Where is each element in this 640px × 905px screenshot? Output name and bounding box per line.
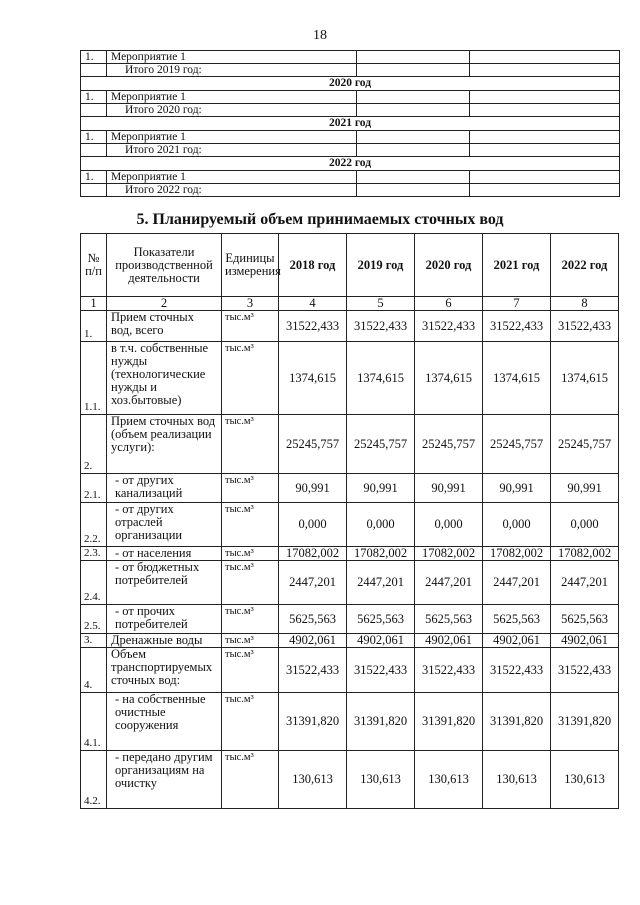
row-value: 31522,433 [415,311,483,342]
row-number: 3. [81,634,107,648]
row-value: 31522,433 [415,648,483,693]
year-label: 2020 год [81,77,620,91]
row-value: 1374,615 [279,342,347,415]
year-row [81,157,620,171]
table-row [81,693,619,751]
row-value: 31522,433 [279,311,347,342]
header-row [81,234,619,297]
row-indicator: - от бюджетных потребителей [107,561,222,605]
event-label: Мероприятие 1 [107,171,357,184]
header-year: 2021 год [483,234,551,297]
row-number: 2.3. [81,547,107,561]
empty-cell [81,64,107,77]
table-row [81,474,619,503]
row-value: 5625,563 [279,605,347,634]
row-value: 0,000 [347,503,415,547]
event-row [81,91,620,104]
event-num: 1. [81,51,107,64]
empty-cell [470,51,620,64]
event-label: Мероприятие 1 [107,91,357,104]
event-row [81,51,620,64]
row-number: 2.2. [81,503,107,547]
row-indicator: - от других канализаций [107,474,222,503]
row-unit: тыс.м³ [222,415,279,474]
empty-cell [470,171,620,184]
column-number: 4 [279,297,347,311]
event-num: 1. [81,171,107,184]
row-value: 4902,061 [551,634,619,648]
empty-cell [470,144,620,157]
row-unit: тыс.м³ [222,547,279,561]
row-value: 25245,757 [347,415,415,474]
header-num: № п/п [81,234,107,297]
row-unit: тыс.м³ [222,311,279,342]
row-value: 2447,201 [551,561,619,605]
empty-cell [470,131,620,144]
total-row [81,104,620,117]
row-value: 130,613 [347,751,415,809]
empty-cell [470,104,620,117]
row-value: 130,613 [279,751,347,809]
total-row [81,64,620,77]
column-number: 6 [415,297,483,311]
row-value: 1374,615 [415,342,483,415]
column-number: 7 [483,297,551,311]
row-value: 4902,061 [415,634,483,648]
header-year: 2020 год [415,234,483,297]
row-unit: тыс.м³ [222,751,279,809]
header-year: 2022 год [551,234,619,297]
row-value: 90,991 [483,474,551,503]
table-row [81,503,619,547]
total-row [81,184,620,197]
empty-cell [81,184,107,197]
row-value: 31522,433 [483,311,551,342]
header-indicator: Показатели производственной деятельности [107,234,222,297]
row-indicator: в т.ч. собственные нужды (технологические нужды и хоз.бытовые) [107,342,222,415]
year-label: 2022 год [81,157,620,171]
row-value: 90,991 [415,474,483,503]
empty-cell [357,171,470,184]
row-value: 31522,433 [347,648,415,693]
row-value: 31391,820 [415,693,483,751]
row-number: 4.1. [81,693,107,751]
table-row [81,561,619,605]
row-unit: тыс.м³ [222,561,279,605]
empty-cell [357,131,470,144]
event-num: 1. [81,91,107,104]
row-number: 1.1. [81,342,107,415]
row-value: 130,613 [551,751,619,809]
row-value: 90,991 [551,474,619,503]
row-value: 31391,820 [347,693,415,751]
year-row [81,117,620,131]
row-value: 17082,002 [483,547,551,561]
row-value: 2447,201 [347,561,415,605]
row-value: 4902,061 [483,634,551,648]
row-value: 25245,757 [415,415,483,474]
row-value: 90,991 [279,474,347,503]
row-unit: тыс.м³ [222,634,279,648]
row-value: 90,991 [347,474,415,503]
row-value: 5625,563 [415,605,483,634]
row-indicator: - передано другим организациям на очистку [107,751,222,809]
empty-cell [357,104,470,117]
empty-cell [357,91,470,104]
table-row [81,648,619,693]
table-row [81,751,619,809]
column-number: 3 [222,297,279,311]
empty-cell [357,144,470,157]
year-row [81,77,620,91]
page-number: 18 [313,28,327,43]
event-row [81,171,620,184]
event-row [81,131,620,144]
row-value: 31522,433 [483,648,551,693]
row-number: 2.4. [81,561,107,605]
empty-cell [357,51,470,64]
row-unit: тыс.м³ [222,648,279,693]
row-value: 1374,615 [483,342,551,415]
table-row [81,547,619,561]
section-title: 5. Планируемый объем принимаемых сточных вод [136,211,504,228]
row-value: 25245,757 [483,415,551,474]
row-indicator: - на собственные очистные сооружения [107,693,222,751]
row-value: 17082,002 [415,547,483,561]
row-value: 2447,201 [415,561,483,605]
row-unit: тыс.м³ [222,605,279,634]
year-label: 2021 год [81,117,620,131]
empty-cell [470,91,620,104]
table-row [81,342,619,415]
row-value: 17082,002 [279,547,347,561]
row-unit: тыс.м³ [222,474,279,503]
column-number-row [81,297,619,311]
row-value: 31391,820 [483,693,551,751]
row-value: 17082,002 [551,547,619,561]
row-value: 2447,201 [279,561,347,605]
row-unit: тыс.м³ [222,503,279,547]
row-value: 31522,433 [279,648,347,693]
row-value: 31391,820 [551,693,619,751]
row-value: 130,613 [483,751,551,809]
empty-cell [357,184,470,197]
row-indicator: - от других отраслей организации [107,503,222,547]
row-value: 1374,615 [551,342,619,415]
row-number: 2.1. [81,474,107,503]
row-number: 4.2. [81,751,107,809]
table-row [81,634,619,648]
row-value: 31522,433 [551,648,619,693]
row-indicator: Объем транспортируемых сточных вод: [107,648,222,693]
row-number: 4. [81,648,107,693]
column-number: 5 [347,297,415,311]
total-label: Итого 2021 год: [107,144,357,157]
row-value: 4902,061 [279,634,347,648]
empty-cell [470,184,620,197]
empty-cell [357,64,470,77]
event-label: Мероприятие 1 [107,131,357,144]
total-label: Итого 2022 год: [107,184,357,197]
wastewater-volume-table [80,233,619,809]
row-value: 31391,820 [279,693,347,751]
empty-cell [470,64,620,77]
table-row [81,415,619,474]
row-indicator: Дренажные воды [107,634,222,648]
row-value: 25245,757 [551,415,619,474]
row-number: 2. [81,415,107,474]
row-indicator: Прием сточных вод (объем реализации услуги): [107,415,222,474]
total-label: Итого 2019 год: [107,64,357,77]
row-indicator: Прием сточных вод, всего [107,311,222,342]
row-number: 2.5. [81,605,107,634]
row-value: 31522,433 [347,311,415,342]
row-value: 4902,061 [347,634,415,648]
row-value: 5625,563 [551,605,619,634]
row-value: 25245,757 [279,415,347,474]
events-table [80,50,620,197]
row-indicator: - от прочих потребителей [107,605,222,634]
row-number: 1. [81,311,107,342]
row-value: 0,000 [279,503,347,547]
row-indicator: - от населения [107,547,222,561]
table-row [81,311,619,342]
event-num: 1. [81,131,107,144]
row-value: 1374,615 [347,342,415,415]
total-label: Итого 2020 год: [107,104,357,117]
empty-cell [81,104,107,117]
row-unit: тыс.м³ [222,342,279,415]
row-value: 5625,563 [483,605,551,634]
empty-cell [81,144,107,157]
column-number: 1 [81,297,107,311]
row-unit: тыс.м³ [222,693,279,751]
header-unit: Единицы измерения [222,234,279,297]
row-value: 0,000 [551,503,619,547]
row-value: 2447,201 [483,561,551,605]
total-row [81,144,620,157]
header-year: 2018 год [279,234,347,297]
column-number: 2 [107,297,222,311]
header-year: 2019 год [347,234,415,297]
row-value: 0,000 [415,503,483,547]
column-number: 8 [551,297,619,311]
row-value: 31522,433 [551,311,619,342]
row-value: 5625,563 [347,605,415,634]
row-value: 17082,002 [347,547,415,561]
row-value: 130,613 [415,751,483,809]
row-value: 0,000 [483,503,551,547]
event-label: Мероприятие 1 [107,51,357,64]
table-row [81,605,619,634]
